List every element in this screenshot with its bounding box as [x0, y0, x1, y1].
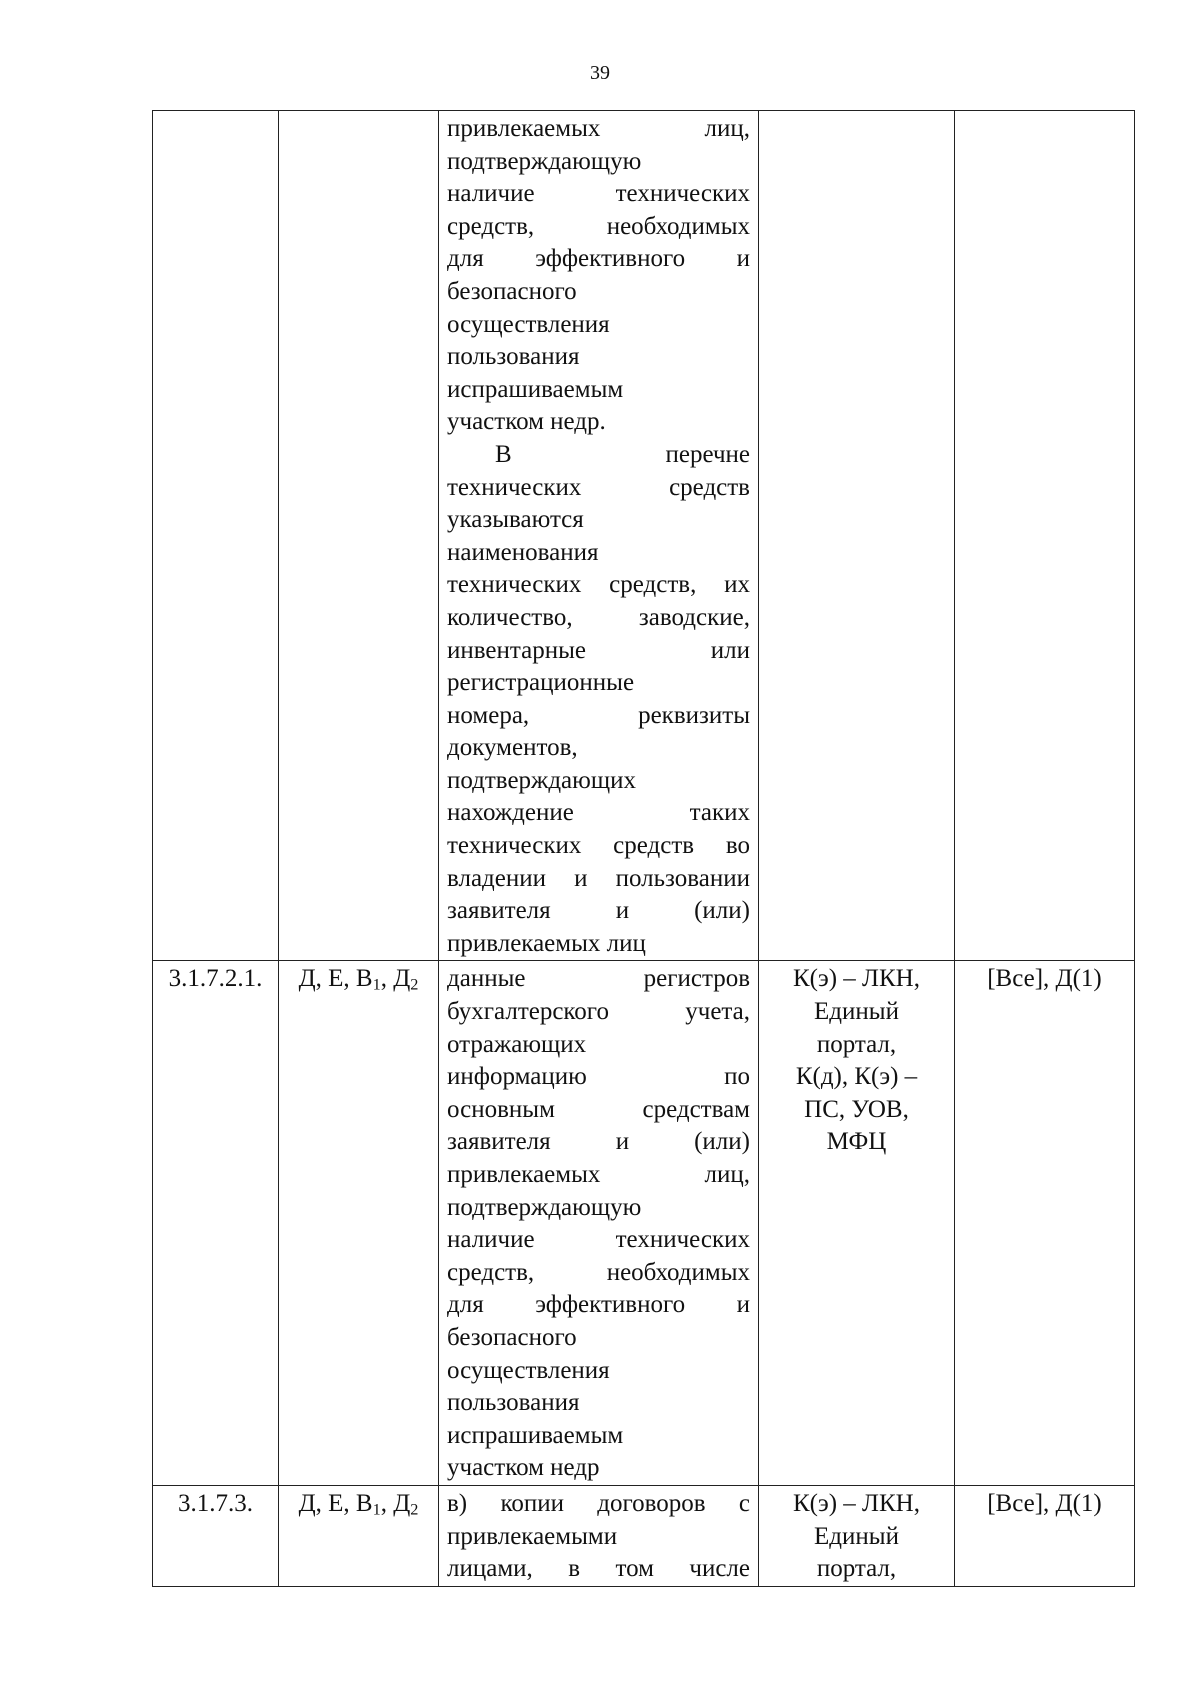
- text-line: привлекаемыми: [447, 1522, 618, 1550]
- row-code-cell: [153, 111, 279, 961]
- page-number: 39: [590, 62, 610, 84]
- text-line: заявителя и (или): [447, 897, 750, 925]
- text-line: владении и пользовании: [447, 864, 750, 892]
- row-submission-method-cell: [759, 111, 955, 961]
- text-line: технических средств, их: [447, 571, 750, 599]
- table-row: [153, 111, 1135, 961]
- text-line: информацию по: [447, 1063, 750, 1091]
- text-line: подтверждающих: [447, 766, 636, 794]
- text-line: привлекаемых лиц,: [447, 115, 750, 142]
- text-line: документов,: [447, 734, 578, 762]
- requirements-table: [152, 110, 1135, 1587]
- text-line: нахождение таких: [447, 799, 750, 827]
- text-line: участком недр.: [447, 408, 606, 436]
- text-line: осуществления: [447, 1356, 610, 1384]
- text-line: В перечне: [495, 440, 750, 468]
- text-line: средств, необходимых: [447, 212, 750, 240]
- text-line: наличие технических: [447, 180, 750, 208]
- row-submission-method-cell: [759, 961, 955, 1486]
- text-line: подтверждающую: [447, 147, 642, 175]
- row-submission-method-cell: [759, 1485, 955, 1586]
- text-line: количество, заводские,: [447, 603, 750, 631]
- text-line: технических средств: [447, 473, 750, 501]
- text-line: привлекаемых лиц,: [447, 1161, 750, 1188]
- text-line: регистрационные: [447, 669, 635, 697]
- text-line: для эффективного и: [447, 1291, 750, 1319]
- row-applicants-cell: Д, Е, $В_1$, $Д_2$: [279, 961, 439, 1486]
- text-line: подтверждающую: [447, 1193, 642, 1221]
- method-line: К(э) – ЛКН,: [793, 965, 920, 993]
- method-line: портал,: [816, 1555, 897, 1583]
- method-line: Единый: [814, 998, 899, 1026]
- method-line: портал,: [816, 1030, 897, 1058]
- text-line: данные регистров: [447, 965, 750, 993]
- text-line: бухгалтерского учета,: [447, 998, 750, 1026]
- text-line: отражающих: [447, 1030, 587, 1058]
- table-row: [153, 1485, 1135, 1586]
- row-result-cell: [Все], Д(1): [955, 961, 1135, 1486]
- row-document-text-cell: [439, 961, 759, 1486]
- method-line: К(д), К(э) –: [795, 1063, 918, 1091]
- method-line: МФЦ: [826, 1128, 887, 1156]
- text-line: наличие технических: [447, 1226, 750, 1254]
- row-code-cell: 3.1.7.2.1.: [153, 961, 279, 1486]
- row-applicants-cell: Д, Е, $В_1$, $Д_2$: [279, 1485, 439, 1586]
- method-line: К(э) – ЛКН,: [793, 1489, 920, 1517]
- text-line: номера, реквизиты: [447, 701, 750, 729]
- text-line: участком недр: [447, 1454, 600, 1482]
- text-line: испрашиваемым: [447, 1421, 624, 1449]
- row-applicants-cell: [279, 111, 439, 961]
- text-line: заявителя и (или): [447, 1128, 750, 1156]
- text-line: для эффективного и: [447, 245, 750, 273]
- text-line: лицами, в том числе: [447, 1555, 750, 1583]
- text-line: безопасного: [447, 277, 577, 305]
- method-line: ПС, УОВ,: [804, 1095, 909, 1123]
- text-line: привлекаемых лиц: [447, 929, 646, 957]
- row-result-cell: [955, 111, 1135, 961]
- table-body: [153, 111, 1135, 1587]
- text-line: безопасного: [447, 1323, 577, 1351]
- text-line: пользования: [447, 343, 580, 371]
- row-document-text-cell: [439, 111, 759, 961]
- text-line: средств, необходимых: [447, 1258, 750, 1286]
- method-line: Единый: [814, 1522, 899, 1550]
- text-line: указываются: [447, 506, 584, 534]
- text-line: наименования: [447, 538, 599, 566]
- text-line: технических средств во: [447, 832, 750, 860]
- text-line: пользования: [447, 1389, 580, 1417]
- text-line: основным средствам: [447, 1095, 750, 1123]
- table-row: [153, 961, 1135, 1486]
- text-line: испрашиваемым: [447, 375, 624, 403]
- row-document-text-cell: [439, 1485, 759, 1586]
- text-line: инвентарные или: [447, 636, 750, 664]
- text-line: в) копии договоров с: [447, 1489, 750, 1517]
- row-result-cell: [Все], Д(1): [955, 1485, 1135, 1586]
- row-code-cell: 3.1.7.3.: [153, 1485, 279, 1586]
- text-line: осуществления: [447, 310, 610, 338]
